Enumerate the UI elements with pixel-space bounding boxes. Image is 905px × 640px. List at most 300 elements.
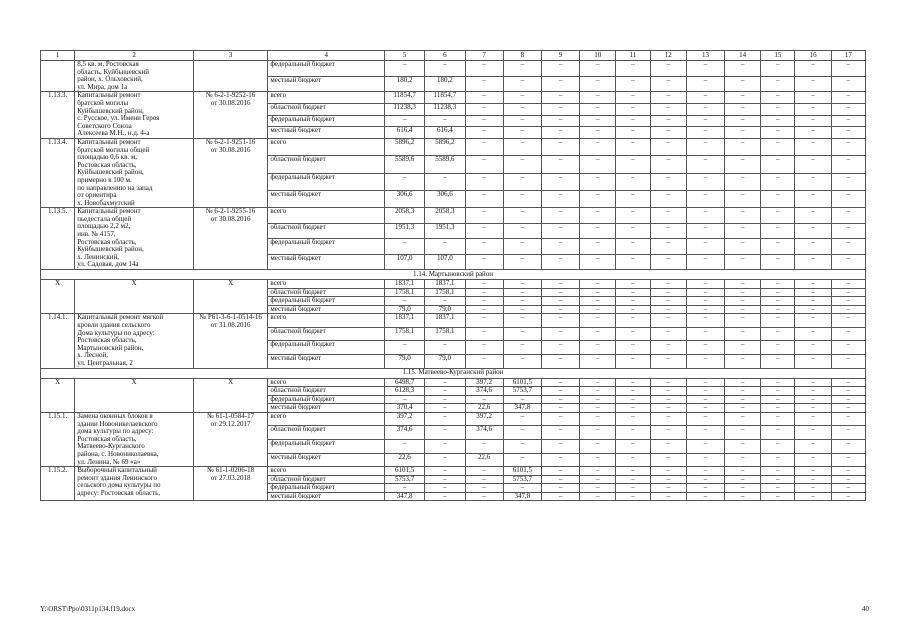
amount-cell: 374,6 (385, 426, 425, 440)
amount-cell: – (725, 440, 761, 454)
amount-cell: 1951,3 (425, 223, 465, 238)
amount-cell: – (385, 297, 425, 306)
amount-cell: 397,2 (465, 412, 503, 426)
amount-cell: – (465, 115, 503, 127)
amount-cell: – (541, 467, 579, 476)
amount-cell: 2058,3 (425, 208, 465, 223)
funding-category: местный бюджет (268, 492, 385, 501)
amount-cell: – (580, 484, 616, 493)
funding-category: всего (268, 467, 385, 476)
amount-cell: 306,6 (425, 190, 465, 207)
amount-cell: – (686, 115, 724, 127)
item-document: № Р61-3-6-1-0514-16 от 31.08.2016 (193, 314, 267, 368)
amount-cell: – (580, 314, 616, 328)
item-number: 1.15.2. (41, 467, 75, 501)
amount-cell: – (761, 104, 795, 116)
amount-cell: – (616, 341, 650, 355)
column-number: 9 (541, 51, 579, 61)
amount-cell: – (795, 440, 831, 454)
amount-cell: 107,0 (425, 254, 465, 269)
amount-cell: – (795, 341, 831, 355)
amount-cell: – (831, 467, 865, 476)
amount-cell: – (686, 138, 724, 155)
amount-cell: – (385, 115, 425, 127)
amount-cell: – (686, 173, 724, 190)
amount-cell: – (795, 115, 831, 127)
amount-cell: 79,0 (385, 305, 425, 314)
amount-cell: – (650, 453, 686, 467)
amount-cell: – (686, 239, 724, 254)
amount-cell: – (580, 190, 616, 207)
amount-cell: – (541, 355, 579, 369)
funding-category: федеральный бюджет (268, 239, 385, 254)
funding-category: местный бюджет (268, 254, 385, 269)
amount-cell: – (725, 355, 761, 369)
amount-cell: – (580, 223, 616, 238)
amount-cell: 1837,1 (385, 314, 425, 328)
table-row (41, 280, 866, 289)
amount-cell: – (650, 138, 686, 155)
amount-cell: 6128,3 (385, 387, 425, 396)
amount-cell: – (503, 327, 541, 341)
funding-category: федеральный бюджет (268, 115, 385, 127)
section-title: 1.14. Мартыновский район (41, 270, 866, 280)
amount-cell: 6498,7 (385, 378, 425, 387)
amount-cell: 79,0 (425, 305, 465, 314)
amount-cell: 22,6 (385, 453, 425, 467)
amount-cell: – (616, 288, 650, 297)
amount-cell: – (831, 378, 865, 387)
amount-cell: – (465, 223, 503, 238)
amount-cell: 107,0 (385, 254, 425, 269)
amount-cell: – (795, 208, 831, 223)
amount-cell: – (725, 426, 761, 440)
amount-cell: – (616, 378, 650, 387)
amount-cell: – (616, 412, 650, 426)
funding-category: федеральный бюджет (268, 440, 385, 454)
amount-cell: – (686, 127, 724, 139)
amount-cell: – (650, 208, 686, 223)
amount-cell: – (580, 115, 616, 127)
item-name: Х (75, 280, 194, 314)
column-number: 4 (268, 51, 385, 61)
amount-cell: – (503, 254, 541, 269)
amount-cell: – (650, 61, 686, 77)
amount-cell: – (795, 138, 831, 155)
amount-cell: – (503, 305, 541, 314)
amount-cell: – (686, 426, 724, 440)
item-name: Выборочный капитальный ремонт здания Ленинского сельского дома культуры по адресу: Ростовская область, (75, 467, 194, 501)
amount-cell: – (725, 61, 761, 77)
column-number: 15 (761, 51, 795, 61)
amount-cell: – (761, 127, 795, 139)
table-row (41, 378, 866, 387)
amount-cell: – (650, 92, 686, 104)
item-document (193, 61, 267, 92)
column-number: 3 (193, 51, 267, 61)
amount-cell: – (686, 208, 724, 223)
amount-cell: – (503, 341, 541, 355)
amount-cell: – (795, 297, 831, 306)
table-row (41, 92, 866, 104)
amount-cell: – (503, 280, 541, 289)
amount-cell: – (650, 426, 686, 440)
amount-cell: 1951,3 (385, 223, 425, 238)
amount-cell: – (795, 104, 831, 116)
amount-cell: 5896,2 (385, 138, 425, 155)
amount-cell: – (616, 61, 650, 77)
amount-cell: – (761, 492, 795, 501)
amount-cell: – (541, 156, 579, 173)
amount-cell: – (541, 104, 579, 116)
amount-cell: – (725, 104, 761, 116)
amount-cell: – (725, 327, 761, 341)
amount-cell: – (541, 492, 579, 501)
amount-cell: – (616, 138, 650, 155)
amount-cell: 11854,7 (385, 92, 425, 104)
amount-cell: – (725, 254, 761, 269)
funding-category: всего (268, 378, 385, 387)
amount-cell: – (425, 412, 465, 426)
amount-cell: – (541, 475, 579, 484)
amount-cell: – (580, 305, 616, 314)
amount-cell: – (761, 475, 795, 484)
amount-cell: 1758,1 (425, 327, 465, 341)
amount-cell: – (686, 355, 724, 369)
amount-cell: – (686, 305, 724, 314)
amount-cell: – (580, 280, 616, 289)
amount-cell: – (616, 127, 650, 139)
amount-cell: – (650, 156, 686, 173)
amount-cell: – (650, 492, 686, 501)
amount-cell: – (686, 254, 724, 269)
amount-cell: – (650, 104, 686, 116)
amount-cell: – (580, 254, 616, 269)
amount-cell: – (541, 190, 579, 207)
funding-category: областной бюджет (268, 327, 385, 341)
amount-cell: – (580, 378, 616, 387)
amount-cell: – (650, 254, 686, 269)
amount-cell: – (425, 239, 465, 254)
amount-cell: – (761, 426, 795, 440)
amount-cell: – (580, 92, 616, 104)
amount-cell: – (425, 378, 465, 387)
amount-cell: – (385, 61, 425, 77)
amount-cell: – (831, 254, 865, 269)
column-number: 10 (580, 51, 616, 61)
amount-cell: – (761, 387, 795, 396)
amount-cell: – (686, 378, 724, 387)
column-number: 12 (650, 51, 686, 61)
funding-category: федеральный бюджет (268, 297, 385, 306)
funding-category: местный бюджет (268, 453, 385, 467)
amount-cell: – (725, 92, 761, 104)
amount-cell: – (541, 404, 579, 413)
amount-cell: – (580, 412, 616, 426)
amount-cell: – (761, 314, 795, 328)
amount-cell: – (541, 239, 579, 254)
amount-cell: – (541, 138, 579, 155)
amount-cell: – (503, 288, 541, 297)
amount-cell: – (761, 355, 795, 369)
amount-cell: – (580, 426, 616, 440)
amount-cell: – (761, 453, 795, 467)
amount-cell: – (686, 327, 724, 341)
page-number: 40 (862, 605, 869, 613)
amount-cell: – (580, 173, 616, 190)
amount-cell: – (503, 484, 541, 493)
amount-cell: – (725, 475, 761, 484)
amount-cell: – (385, 341, 425, 355)
amount-cell: – (831, 314, 865, 328)
amount-cell: – (686, 223, 724, 238)
item-name: Замена оконных блоков в здании Новоникелаевского дома культуры по адресу: Ростовская область, Матвеево-Курганского района, с. Новониколаевка, ул. Ленина, № 69 «а» (75, 412, 194, 466)
amount-cell: – (616, 297, 650, 306)
amount-cell: – (616, 254, 650, 269)
amount-cell: – (541, 76, 579, 92)
amount-cell: – (650, 280, 686, 289)
amount-cell: – (541, 297, 579, 306)
item-name: 8,5 кв. м, Ростовская область, Куйбышевский район, х. Ольховский, ул. Мира, дом 1а (75, 61, 194, 92)
amount-cell: 397,2 (385, 412, 425, 426)
amount-cell: – (465, 208, 503, 223)
amount-cell: – (503, 426, 541, 440)
item-number: Х (41, 280, 75, 314)
amount-cell: – (725, 239, 761, 254)
amount-cell: – (580, 387, 616, 396)
amount-cell: – (503, 61, 541, 77)
amount-cell: – (725, 208, 761, 223)
amount-cell: – (650, 190, 686, 207)
item-document: № 61-1-0206-18 от 27.03.2018 (193, 467, 267, 501)
amount-cell: 616,4 (385, 127, 425, 139)
amount-cell: – (541, 223, 579, 238)
amount-cell: – (761, 76, 795, 92)
amount-cell: – (795, 453, 831, 467)
amount-cell: – (541, 92, 579, 104)
amount-cell: 1758,1 (385, 288, 425, 297)
amount-cell: – (580, 355, 616, 369)
amount-cell: – (725, 492, 761, 501)
amount-cell: – (616, 453, 650, 467)
amount-cell: – (650, 223, 686, 238)
funding-category: федеральный бюджет (268, 395, 385, 404)
amount-cell: – (616, 484, 650, 493)
amount-cell: – (650, 327, 686, 341)
amount-cell: – (650, 76, 686, 92)
amount-cell: – (580, 341, 616, 355)
amount-cell: – (465, 297, 503, 306)
amount-cell: – (795, 190, 831, 207)
amount-cell: – (385, 440, 425, 454)
amount-cell: – (503, 173, 541, 190)
amount-cell: – (580, 61, 616, 77)
amount-cell: – (503, 104, 541, 116)
amount-cell: – (616, 327, 650, 341)
amount-cell: – (795, 239, 831, 254)
amount-cell: – (650, 173, 686, 190)
amount-cell: – (725, 190, 761, 207)
amount-cell: – (831, 280, 865, 289)
amount-cell: – (465, 305, 503, 314)
amount-cell: – (686, 453, 724, 467)
amount-cell: – (725, 395, 761, 404)
amount-cell: – (503, 297, 541, 306)
amount-cell: – (795, 378, 831, 387)
amount-cell: – (385, 484, 425, 493)
funding-category: федеральный бюджет (268, 173, 385, 190)
table-row (41, 208, 866, 223)
amount-cell: – (425, 404, 465, 413)
amount-cell: – (761, 412, 795, 426)
amount-cell: – (541, 115, 579, 127)
amount-cell: – (686, 492, 724, 501)
amount-cell: – (465, 341, 503, 355)
amount-cell: – (725, 223, 761, 238)
funding-category: местный бюджет (268, 305, 385, 314)
amount-cell: – (616, 208, 650, 223)
amount-cell: – (503, 115, 541, 127)
item-number: 1.13.4. (41, 138, 75, 207)
amount-cell: – (831, 92, 865, 104)
amount-cell: – (385, 173, 425, 190)
amount-cell: – (795, 395, 831, 404)
amount-cell: 11238,3 (385, 104, 425, 116)
item-document: Х (193, 378, 267, 412)
amount-cell: – (650, 115, 686, 127)
amount-cell: – (831, 404, 865, 413)
amount-cell: – (761, 484, 795, 493)
amount-cell: – (831, 104, 865, 116)
amount-cell: – (425, 467, 465, 476)
table-row (41, 138, 866, 155)
amount-cell: – (725, 305, 761, 314)
amount-cell: – (503, 190, 541, 207)
amount-cell: 1758,1 (425, 288, 465, 297)
amount-cell: – (650, 404, 686, 413)
amount-cell: – (725, 297, 761, 306)
table-row (41, 467, 866, 476)
amount-cell: – (761, 305, 795, 314)
amount-cell: – (616, 92, 650, 104)
amount-cell: – (650, 341, 686, 355)
amount-cell: – (725, 387, 761, 396)
amount-cell: – (725, 138, 761, 155)
amount-cell: – (580, 239, 616, 254)
amount-cell: – (795, 223, 831, 238)
amount-cell: – (650, 395, 686, 404)
amount-cell: – (541, 484, 579, 493)
amount-cell: 347,8 (503, 404, 541, 413)
amount-cell: – (503, 127, 541, 139)
amount-cell: – (465, 288, 503, 297)
amount-cell: – (580, 404, 616, 413)
amount-cell: – (465, 280, 503, 289)
amount-cell: – (725, 378, 761, 387)
footer-file-path: Y:\ORST\Ppo\0311p134.f19.docx (40, 605, 136, 613)
funding-category: всего (268, 314, 385, 328)
amount-cell: – (831, 341, 865, 355)
item-number: 1.14.1. (41, 314, 75, 368)
amount-cell: – (650, 484, 686, 493)
amount-cell: 6101,5 (503, 467, 541, 476)
amount-cell: – (503, 440, 541, 454)
amount-cell: – (831, 387, 865, 396)
amount-cell: – (686, 156, 724, 173)
amount-cell: – (425, 115, 465, 127)
amount-cell: 11238,3 (425, 104, 465, 116)
amount-cell: – (831, 475, 865, 484)
item-name: Капитальный ремонт пьедестала общей площадью 2,2 м2, инв. № 4157, Ростовская область, Куйбышевский район, х. Ленинский, ул. Садовая, дом 14а (75, 208, 194, 270)
amount-cell: – (465, 327, 503, 341)
item-document: № 6-2-1-9255-16 от 30.08.2016 (193, 208, 267, 270)
amount-cell: – (541, 395, 579, 404)
amount-cell: – (465, 355, 503, 369)
table-row (41, 412, 866, 426)
amount-cell: – (831, 426, 865, 440)
amount-cell: – (580, 76, 616, 92)
amount-cell: – (686, 341, 724, 355)
amount-cell: – (616, 440, 650, 454)
amount-cell: – (580, 467, 616, 476)
amount-cell: – (795, 475, 831, 484)
amount-cell: – (541, 341, 579, 355)
amount-cell: – (465, 239, 503, 254)
amount-cell: – (465, 484, 503, 493)
funding-category: федеральный бюджет (268, 341, 385, 355)
amount-cell: – (465, 492, 503, 501)
amount-cell: – (541, 61, 579, 77)
amount-cell: – (761, 327, 795, 341)
item-name: Капитальный ремонт братской могилы Куйбышевский район, с. Русское, ул. Имени Героя Советского Союза Алексеева М.Н., н.д. 4-а (75, 92, 194, 139)
amount-cell: – (425, 395, 465, 404)
amount-cell: – (580, 288, 616, 297)
amount-cell: – (831, 297, 865, 306)
amount-cell: – (761, 190, 795, 207)
amount-cell: – (425, 475, 465, 484)
amount-cell: – (795, 173, 831, 190)
amount-cell: – (686, 467, 724, 476)
amount-cell: 6101,5 (503, 378, 541, 387)
amount-cell: – (503, 355, 541, 369)
amount-cell: – (831, 484, 865, 493)
amount-cell: – (831, 440, 865, 454)
amount-cell: 347,8 (385, 492, 425, 501)
amount-cell: – (831, 288, 865, 297)
amount-cell: – (761, 297, 795, 306)
amount-cell: – (650, 387, 686, 396)
amount-cell: – (761, 378, 795, 387)
amount-cell: – (580, 138, 616, 155)
amount-cell: – (761, 173, 795, 190)
amount-cell: – (580, 327, 616, 341)
amount-cell: – (465, 104, 503, 116)
amount-cell: – (465, 254, 503, 269)
amount-cell: 397,2 (465, 378, 503, 387)
amount-cell: – (580, 475, 616, 484)
funding-category: местный бюджет (268, 404, 385, 413)
amount-cell: 374,6 (465, 387, 503, 396)
amount-cell: – (465, 138, 503, 155)
amount-cell: – (580, 156, 616, 173)
amount-cell: – (650, 127, 686, 139)
amount-cell: – (541, 378, 579, 387)
amount-cell: – (425, 297, 465, 306)
amount-cell: – (761, 254, 795, 269)
funding-category: всего (268, 412, 385, 426)
budget-table (40, 50, 866, 501)
amount-cell: 5753,7 (503, 475, 541, 484)
